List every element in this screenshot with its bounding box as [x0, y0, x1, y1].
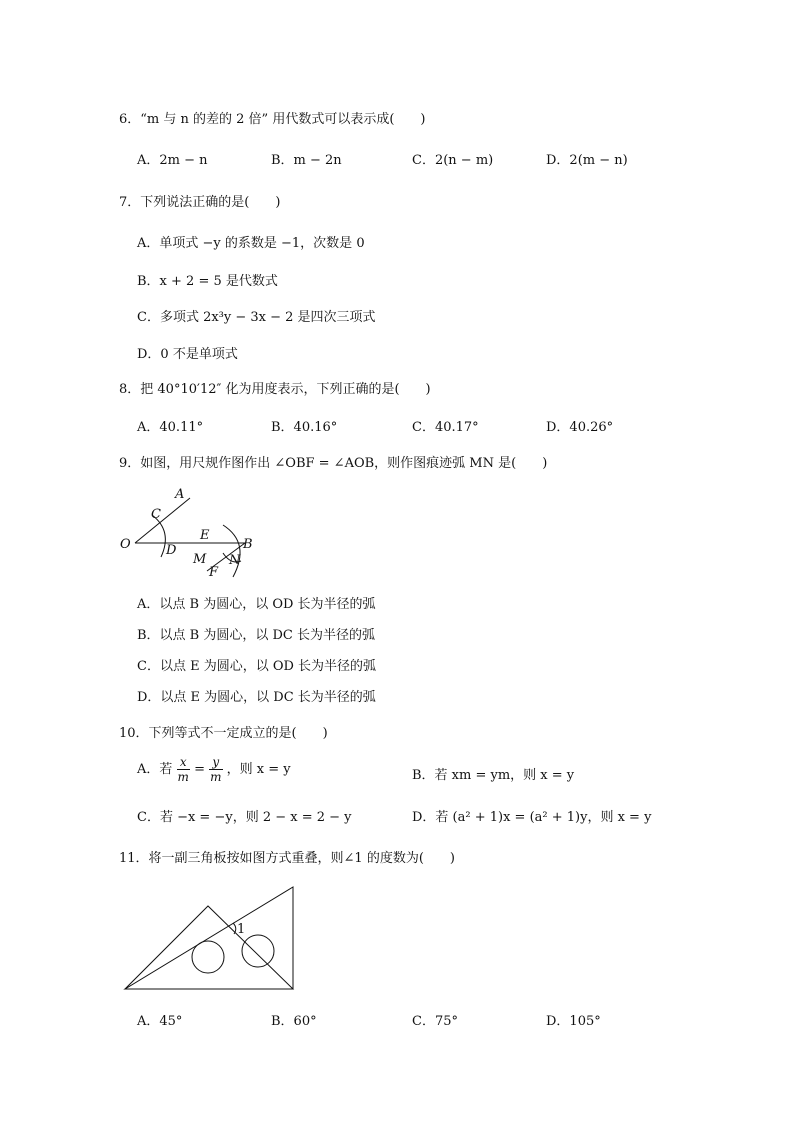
arc-en: [223, 525, 240, 577]
q9-stem: 9．如图，用尺规作图作出 ∠OBF = ∠AOB，则作图痕迹弧 MN 是( ): [119, 456, 548, 471]
q11-set-squares-figure: [118, 880, 303, 995]
q11-option-a: A．45°: [137, 1014, 183, 1029]
q11-stem: 11．将一副三角板按如图方式重叠，则∠1 的度数为( ): [119, 851, 455, 866]
q10-option-d: D．若 (a² + 1)x = (a² + 1)y，则 x = y: [412, 810, 652, 825]
q9-option-b: B．以点 B 为圆心，以 DC 长为半径的弧: [137, 628, 376, 643]
q9-option-d: D．以点 E 为圆心，以 DC 长为半径的弧: [137, 690, 376, 705]
set-square-45: [125, 906, 293, 989]
label-b: B: [243, 537, 253, 552]
angle-1-arc: [233, 923, 236, 934]
q10-option-c: C．若 −x = −y，则 2 − x = 2 − y: [137, 810, 352, 825]
q10-option-a-suffix: ，则 x = y: [226, 762, 291, 777]
q6-option-d: D．2(m − n): [546, 153, 628, 168]
q7-option-d: D．0 不是单项式: [137, 347, 238, 362]
label-o: O: [120, 537, 131, 552]
q8-option-c: C．40.17°: [412, 420, 479, 435]
q10-option-b: B．若 xm = ym，则 x = y: [412, 768, 575, 783]
angle-1-label: 1: [237, 922, 246, 937]
label-c: C: [151, 507, 161, 522]
q7-option-a: A．单项式 −y 的系数是 −1，次数是 0: [137, 236, 365, 251]
q6-option-b: B．m − 2n: [271, 153, 342, 168]
label-f: F: [209, 565, 219, 580]
q11-option-c: C．75°: [412, 1014, 458, 1029]
q10-option-a: A．若 $\frac{x}{m}$ = $\frac{y}{m}$ ，则 x = y: [137, 755, 291, 784]
q6-stem: 6．“m 与 n 的差的 2 倍” 用代数式可以表示成( ): [119, 112, 426, 127]
q8-option-a: A．40.11°: [137, 420, 204, 435]
label-n: N: [229, 553, 241, 568]
q9-option-c: C．以点 E 为圆心，以 OD 长为半径的弧: [137, 659, 377, 674]
label-d: D: [166, 543, 177, 558]
set-square-hole-left: [192, 941, 224, 973]
q8-option-d: D．40.26°: [546, 420, 614, 435]
q8-option-b: B．40.16°: [271, 420, 338, 435]
q11-option-d: D．105°: [546, 1014, 601, 1029]
q8-stem: 8．把 40°10′12″ 化为用度表示，下列正确的是( ): [119, 382, 431, 397]
fraction-x-over-m: $\frac{x}{m}$: [177, 755, 189, 784]
label-m: M: [193, 552, 207, 567]
label-e: E: [200, 528, 210, 543]
q6-option-a: A．2m − n: [137, 153, 208, 168]
q6-option-c: C．2(n − m): [412, 153, 494, 168]
q7-option-b: B．x + 2 = 5 是代数式: [137, 274, 278, 289]
set-square-hole-right: [242, 935, 274, 967]
q7-option-c: C．多项式 2x³y − 3x − 2 是四次三项式: [137, 310, 376, 325]
q10-option-a-prefix: A．若: [137, 762, 173, 777]
q10-stem: 10．下列等式不一定成立的是( ): [119, 726, 328, 741]
q9-option-a: A．以点 B 为圆心，以 OD 长为半径的弧: [137, 597, 376, 612]
q11-option-b: B．60°: [271, 1014, 317, 1029]
q7-stem: 7．下列说法正确的是( ): [119, 195, 281, 210]
q9-construction-figure: [115, 485, 265, 585]
label-a: A: [175, 487, 185, 502]
ray-oa: [135, 498, 190, 543]
fraction-y-over-m: $\frac{y}{m}$: [210, 755, 222, 784]
